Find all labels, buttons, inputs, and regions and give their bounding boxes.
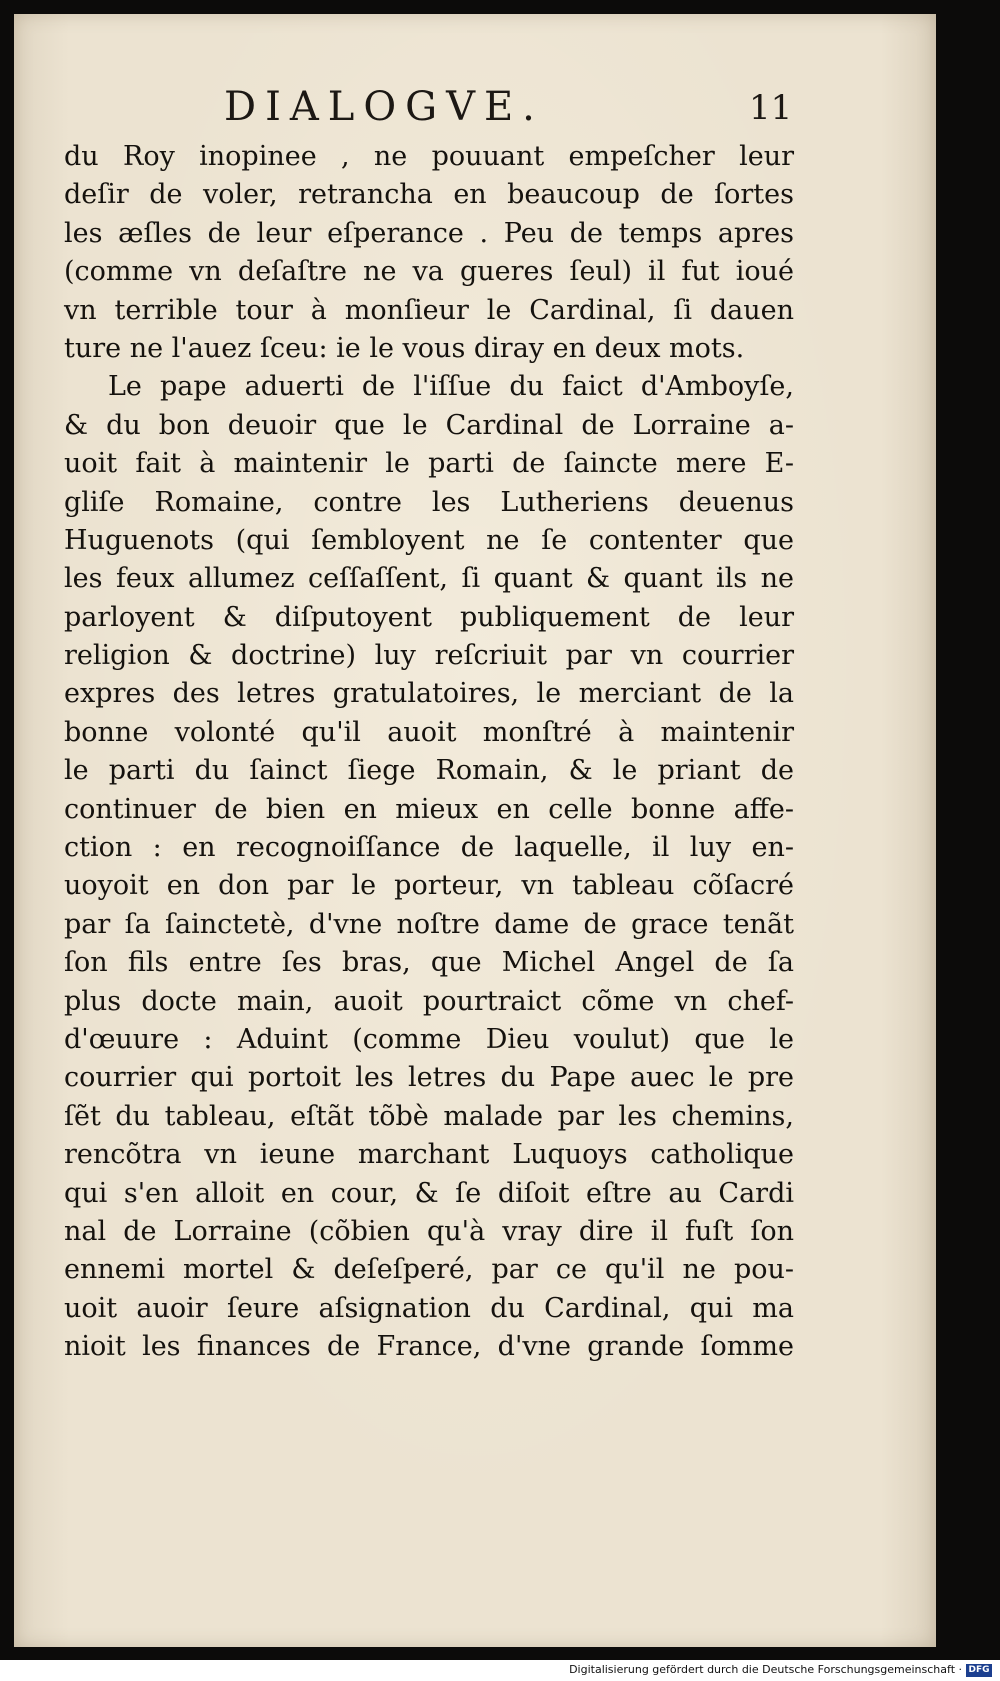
- text-line: par ſa ſainctetè, d'vne noſtre dame de grace tenãt: [64, 908, 794, 940]
- paragraph-start-line: Le pape aduerti de l'iſſue du faict d'Amboyſe,: [108, 371, 794, 403]
- text-line: nal de Lorraine (cõbien qu'à vray dire il fuſt ſon: [64, 1215, 794, 1247]
- text-line: qui s'en alloit en cour, & ſe diſoit eſtre au Cardi: [64, 1177, 794, 1209]
- text-line: continuer de bien en mieux en celle bonne affe-: [64, 793, 794, 825]
- text-line: bonne volonté qu'il auoit monſtré à maintenir: [64, 716, 794, 748]
- running-head: [14, 84, 936, 144]
- text-line: ſẽt du tableau, eſtãt tõbè malade par les chemins,: [64, 1100, 794, 1132]
- text-line: ennemi mortel & deſeſperé, par ce qu'il ne pou-: [64, 1254, 794, 1286]
- text-line: les æſles de leur eſperance . Peu de temps apres: [64, 217, 794, 249]
- page-number: 11: [749, 88, 793, 128]
- digitization-credit: Digitalisierung gefördert durch die Deutsche Forschungsgemeinschaft ·: [569, 1663, 962, 1676]
- text-line: vn terrible tour à monſieur le Cardinal, ſi dauen: [64, 294, 794, 326]
- text-line: ſon fils entre ſes bras, que Michel Angel de ſa: [64, 947, 794, 979]
- text-line: du Roy inopinee , ne pouuant empeſcher leur: [64, 141, 794, 172]
- text-line: & du bon deuoir que le Cardinal de Lorraine a-: [64, 409, 794, 441]
- text-line: d'œuure : Aduint (comme Dieu voulut) que le: [64, 1023, 794, 1055]
- body-text: [64, 138, 794, 1367]
- book-page: [14, 14, 936, 1647]
- text-line: nioit les finances de France, d'vne grande ſomme: [64, 1331, 794, 1363]
- text-line: religion & doctrine) luy reſcriuit par vn courrier: [64, 640, 794, 672]
- text-line: parloyent & diſputoyent publiquement de leur: [64, 601, 794, 633]
- running-title: DIALOGVE.: [224, 84, 544, 130]
- text-line: rencõtra vn ieune marchant Luquoys catholique: [64, 1139, 794, 1171]
- text-line: Huguenots (qui ſembloyent ne ſe contenter que: [64, 524, 794, 556]
- text-line: uoit fait à maintenir le parti de ſaincte mere E-: [64, 448, 794, 480]
- text-line: (comme vn deſaſtre ne va gueres ſeul) il fut ioué: [64, 256, 794, 288]
- text-line: ction : en recognoiſſance de laquelle, il luy en-: [64, 832, 794, 864]
- text-line: les feux allumez ceſſaſſent, ſi quant & quant ils ne: [64, 563, 794, 595]
- text-line: uoyoit en don par le porteur, vn tableau cõſacré: [64, 870, 794, 902]
- text-line: plus docte main, auoit pourtraict cõme vn chef-: [64, 985, 794, 1017]
- text-line: ture ne l'auez ſceu: ie le vous diray en deux mots.: [64, 332, 745, 364]
- text-line: courrier qui portoit les letres du Pape auec le pre: [64, 1062, 794, 1094]
- text-line: uoit auoir ſeure aſsignation du Cardinal, qui ma: [64, 1292, 794, 1324]
- text-line: le parti du ſainct ſiege Romain, & le priant de: [64, 755, 794, 787]
- text-line: gliſe Romaine, contre les Lutheriens deuenus: [64, 486, 794, 518]
- text-line: expres des letres gratulatoires, le merciant de la: [64, 678, 794, 710]
- text-line: deſir de voler, retrancha en beaucoup de ſortes: [64, 179, 794, 211]
- dfg-logo: DFG: [966, 1664, 992, 1677]
